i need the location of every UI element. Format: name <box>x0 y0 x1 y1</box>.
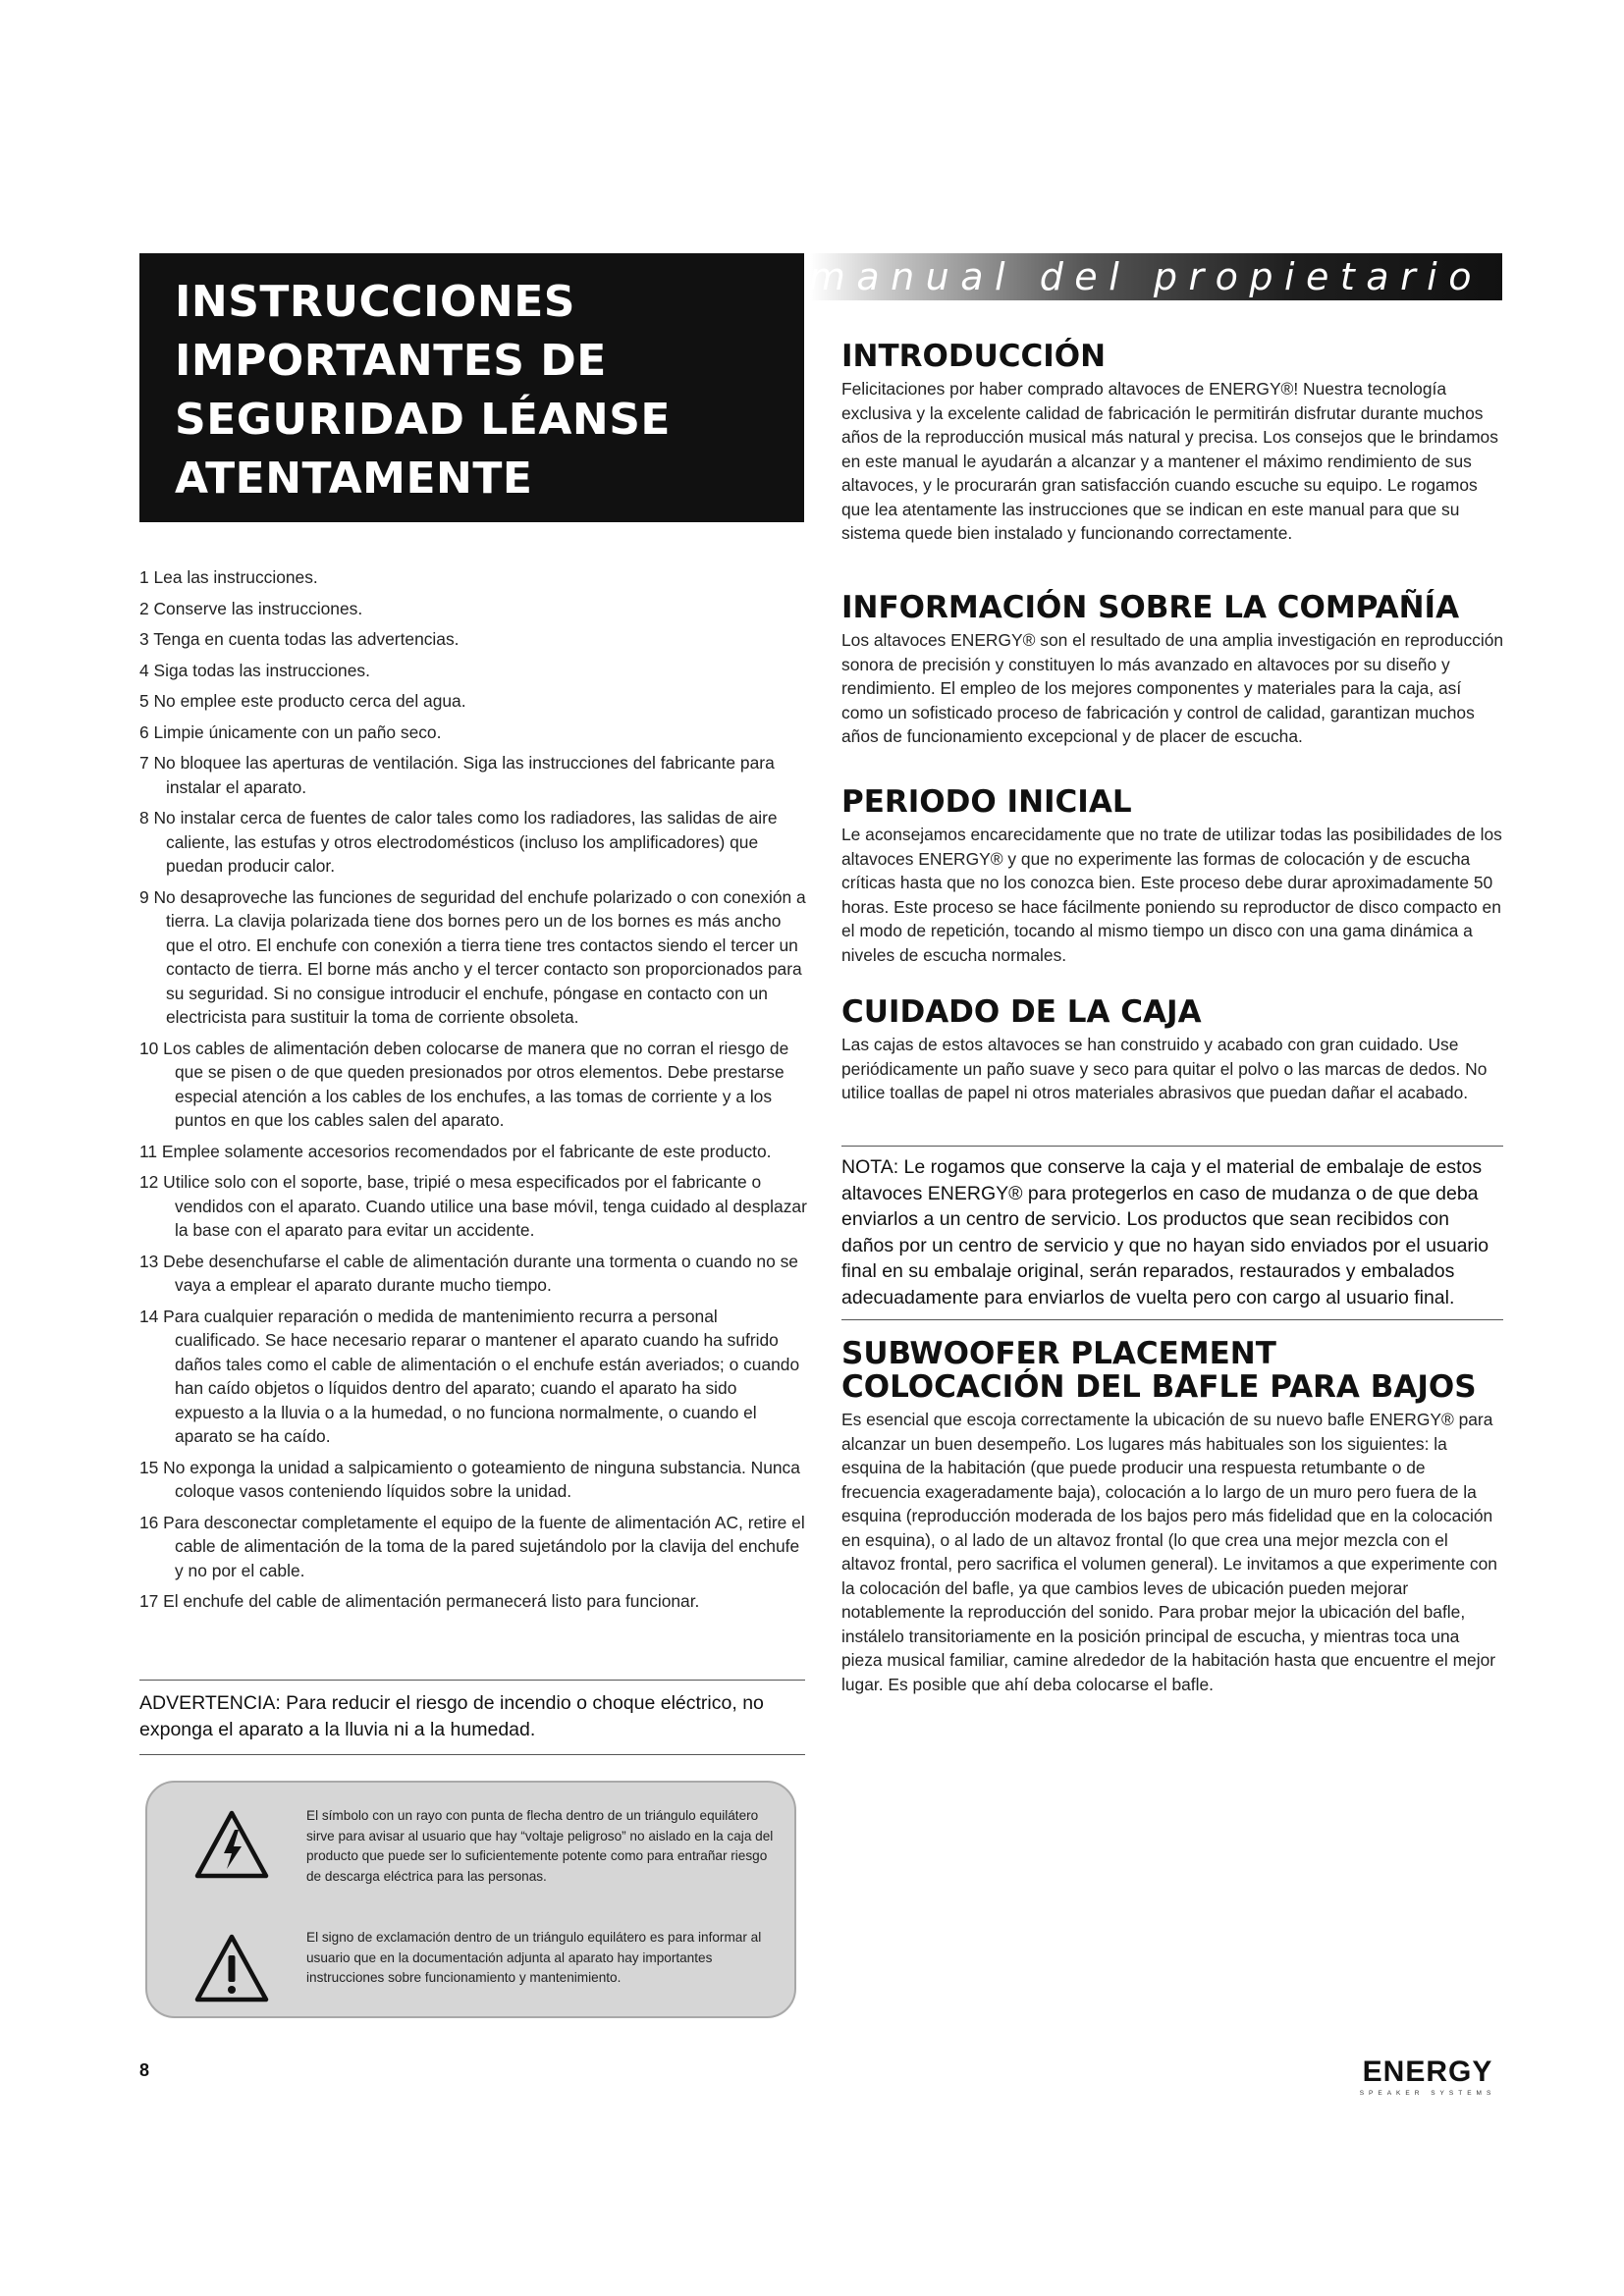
logo-tagline: SPEAKER SYSTEMS <box>1359 2090 1496 2097</box>
banner-text: manual del propietario <box>808 255 1483 298</box>
symbol-row-exclamation <box>147 1926 794 2004</box>
safety-title-line: IMPORTANTES DE <box>175 336 607 386</box>
instruction-item: 17 El enchufe del cable de alimentación permanecerá listo para funcionar. <box>139 1591 700 1611</box>
section-heading: PERIODO INICIAL <box>841 784 1132 820</box>
instruction-item: 9 No desaproveche las funciones de seguridad del enchufe polarizado o con conexión a tierra. La clavija polarizada tiene dos bornes pero un de los bornes es más ancho que el otro. El enchufe con conexión a tierra tiene tres contactos siendo el tercer un contacto de tierra. El borne más ancho y el tercer contacto son proporcionados para su seguridad. Si no consigue introducir el enchufe, póngase en contacto con un electricista para sustituir la toma de corriente obsoleta. <box>139 886 806 1027</box>
instruction-item: 11 Emplee solamente accesorios recomendados por el fabricante de este producto. <box>139 1141 772 1161</box>
instruction-item: 1 Lea las instrucciones. <box>139 567 318 587</box>
section-cuidado-caja <box>841 995 1504 1105</box>
section-body: Le aconsejamos encarecidamente que no trate de utilizar todas las posibilidades de los altavoces ENERGY® y que no experimente las formas de colocación y de escucha críticas hasta que no los conozca bien. Este proceso debe durar aproximadamente 50 horas. Este proceso se hace fácilmente poniendo su reproductor de disco compacto en el modo de repetición, tocando al mismo tiempo un disco con una gama dinámica a niveles de escucha normales. <box>841 825 1502 965</box>
section-heading: INTRODUCCIÓN <box>841 339 1107 374</box>
safety-title-line: ATENTAMENTE <box>175 454 533 504</box>
section-body: Los altavoces ENERGY® son el resultado de una amplia investigación en reproducción sonora de precisión y constituyen lo más avanzado en altavoces por su diseño y rendimiento. El empleo de los mejores componentes y materiales para la caja, así como un sofisticado proceso de fabricación y control de calidad, garantizan muchos años de funcionamiento excepcional y de placer de escucha. <box>841 630 1504 746</box>
safety-title-line: INSTRUCCIONES <box>175 277 575 327</box>
energy-logo <box>1349 2052 1506 2101</box>
section-introduccion <box>841 340 1504 546</box>
safety-title-block <box>139 253 804 522</box>
safety-title <box>175 273 771 508</box>
instruction-item: 12 Utilice solo con el soporte, base, tripié o mesa especificados por el fabricante o vendidos con el aparato. Cuando utilice una base móvil, tenga cuidado al desplazar la base con el aparato para evitar un accidente. <box>139 1172 807 1240</box>
section-body: Es esencial que escoja correctamente la ubicación de su nuevo bafle ENERGY® para alcanzar un buen desempeño. Los lugares más habituales son los siguientes: la esquina de la habitación (que puede producir una respuesta retumbante o de frecuencia exageradamente baja), colocación a lo largo de un muro pero fuera de la esquina (reproducción moderada de los bajos pero más fidelidad que en la colocación en esquina), o al lado de un altavoz frontal (lo que crea una mejor mezcla con el altavoz frontal, pero sacrifica el volumen general). Le invitamos a que experimente con la colocación del bafle, ya que cambios leves de ubicación pueden mejorar notablemente la reproducción del sonido. Para probar mejor la ubicación del bafle, instálelo transitoriamente en la posición principal de escucha, y mientras toca una pieza musical familiar, camine alrededor de la habitación hasta que encuentre el mejor lugar. Es posible que ahí deba colocarse el bafle. <box>841 1410 1497 1694</box>
section-body: Las cajas de estos altavoces se han construido y acabado con gran cuidado. Use periódicamente un paño suave y seco para quitar el polvo o las marcas de dedos. No utilice toallas de papel ni otros materiales abrasivos que puedan dañar el acabado. <box>841 1035 1488 1102</box>
instruction-item: 14 Para cualquier reparación o medida de mantenimiento recurra a personal cualificado. Se hace necesario reparar o mantener el aparato cuando ha sufrido daños tales como el cable de alimentación o el enchufe están averiados; o cuando han caído objetos o líquidos dentro del aparato; cuando el aparato ha sido expuesto a la lluvia o a la humedad, o no funciona normalmente, o cuando el aparato se ha caído. <box>139 1306 800 1446</box>
note-notice: NOTA: Le rogamos que conserve la caja y el material de embalaje de estos altavoces ENERGY® para protegerlos en caso de mudanza o de que deba enviarlos a un centro de servicio. Los productos que sean recibidos con daños por un centro de servicio y que no hayan sido enviados por el usuario final en su embalaje original, serán reparados, restaurados y embalados adecuadamente para enviarlos de vuelta pero con cargo al usuario final. <box>841 1146 1503 1320</box>
lightning-symbol-text: El símbolo con un rayo con punta de flecha dentro de un triángulo equilátero sirve para avisar al usuario que hay “voltaje peligroso” no aislado en la caja del producto que puede ser lo suficientemente potente como para entrañar riesgo de descarga eléctrica para las personas. <box>306 1808 774 1884</box>
exclamation-symbol-text: El signo de exclamación dentro de un triángulo equilátero es para informar al usuario que en la documentación adjunta al aparato hay importantes instrucciones sobre funcionamiento y mantenimiento. <box>306 1930 762 1986</box>
section-heading: INFORMACIÓN SOBRE LA COMPAÑÍA <box>841 590 1460 625</box>
logo-wordmark: ENERGY <box>1362 2056 1493 2088</box>
lightning-triangle-icon <box>194 1810 269 1879</box>
instruction-item: 3 Tenga en cuenta todas las advertencias. <box>139 629 460 649</box>
instruction-item: 7 No bloquee las aperturas de ventilación. Siga las instrucciones del fabricante para instalar el aparato. <box>139 753 775 797</box>
safety-title-line: SEGURIDAD LÉANSE <box>175 395 671 445</box>
warning-notice: ADVERTENCIA: Para reducir el riesgo de incendio o choque eléctrico, no exponga el aparato a la lluvia ni a la humedad. <box>139 1680 805 1755</box>
manual-banner <box>810 253 1502 300</box>
exclamation-triangle-icon <box>194 1934 269 2002</box>
symbol-row-lightning <box>147 1796 794 1914</box>
instruction-item: 10 Los cables de alimentación deben colocarse de manera que no corran el riesgo de que se pisen o de que queden presionados por otros elementos. Debe prestarse especial atención a los cables de los enchufes, a las tomas de corriente y a los puntos en que los cables salen del aparato. <box>139 1038 789 1130</box>
instruction-item: 2 Conserve las instrucciones. <box>139 598 363 618</box>
section-heading: CUIDADO DE LA CAJA <box>841 994 1202 1030</box>
section-heading: SUBWOOFER PLACEMENT COLOCACIÓN DEL BAFLE PARA BAJOS <box>841 1336 1477 1405</box>
section-compania <box>841 591 1504 749</box>
safety-symbols-box <box>145 1781 796 2018</box>
instruction-item: 5 No emplee este producto cerca del agua. <box>139 691 466 711</box>
section-subwoofer <box>841 1337 1504 1696</box>
instruction-item: 13 Debe desenchufarse el cable de alimentación durante una tormenta o cuando no se vaya a emplear el aparato durante mucho tiempo. <box>139 1251 798 1295</box>
instruction-item: 16 Para desconectar completamente el equipo de la fuente de alimentación AC, retire el cable de alimentación de la toma de la pared sujetándolo por la clavija del enchufe y no por el cable. <box>139 1512 805 1580</box>
safety-instructions-list <box>139 565 807 1621</box>
instruction-item: 4 Siga todas las instrucciones. <box>139 660 370 680</box>
page-number: 8 <box>139 2060 150 2080</box>
section-body: Felicitaciones por haber comprado altavoces de ENERGY®! Nuestra tecnología exclusiva y la excelente calidad de fabricación le permitirán disfrutar durante muchos años de la reproducción musical más natural y precisa. Los consejos que le brindamos en este manual le ayudarán a alcanzar y a mantener el máximo rendimiento de sus altavoces, y le procurarán gran satisfacción cuando escuche su equipo. Le rogamos que lea atentamente las instrucciones que se indican en este manual para que su sistema quede bien instalado y funcionando correctamente. <box>841 379 1498 543</box>
instruction-item: 15 No exponga la unidad a salpicamiento o goteamiento de ninguna substancia. Nunca coloque vasos conteniendo líquidos sobre la unidad. <box>139 1457 800 1501</box>
instruction-item: 6 Limpie únicamente con un paño seco. <box>139 721 442 742</box>
instruction-item: 8 No instalar cerca de fuentes de calor tales como los radiadores, las salidas de aire caliente, las estufas y otros electrodomésticos (incluso los amplificadores) que puedan producir calor. <box>139 808 778 876</box>
section-periodo-inicial <box>841 785 1504 967</box>
